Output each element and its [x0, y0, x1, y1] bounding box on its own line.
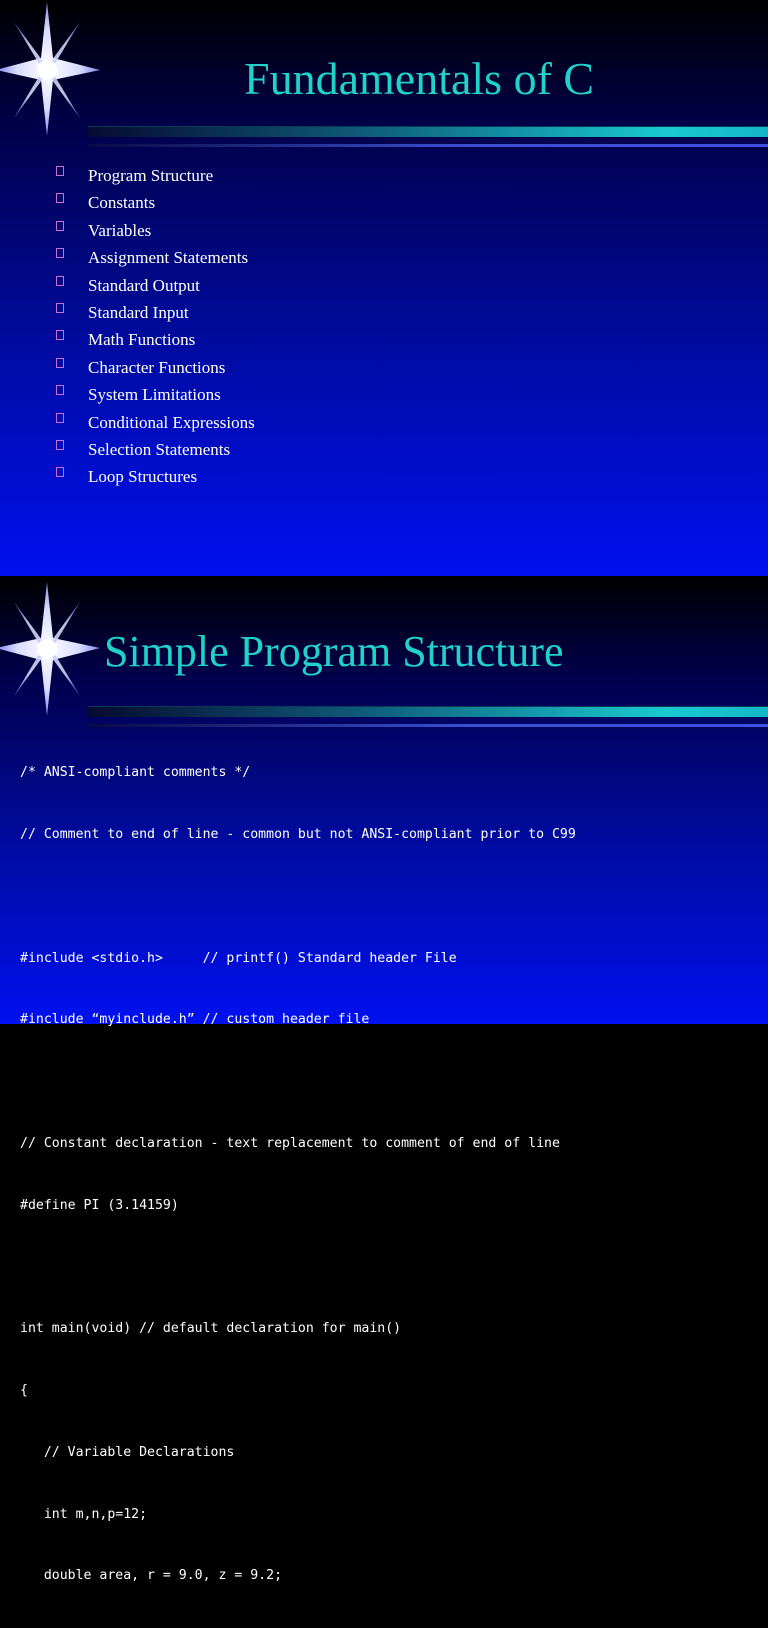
list-item: Assignment Statements — [56, 247, 255, 274]
hollow-square-bullet-icon — [56, 193, 64, 203]
code-block — [20, 722, 576, 1628]
hollow-square-bullet-icon — [56, 413, 64, 423]
code-line: // Constant declaration - text replacement to comment of end of line — [20, 1135, 560, 1151]
code-line: double area, r = 9.0, z = 9.2; — [20, 1568, 283, 1584]
hollow-square-bullet-icon — [56, 330, 64, 340]
list-item: System Limitations — [56, 384, 255, 411]
topic-list — [56, 165, 255, 494]
code-line: // Variable Declarations — [20, 1444, 235, 1460]
list-item: Math Functions — [56, 329, 255, 356]
hollow-square-bullet-icon — [56, 221, 64, 231]
hollow-square-bullet-icon — [56, 358, 64, 368]
hollow-square-bullet-icon — [56, 248, 64, 258]
code-line — [20, 1257, 576, 1278]
code-line: /* ANSI-compliant comments */ — [20, 765, 251, 781]
hollow-square-bullet-icon — [56, 166, 64, 176]
list-item: Standard Input — [56, 302, 255, 329]
code-line: int m,n,p=12; — [20, 1506, 148, 1522]
hollow-square-bullet-icon — [56, 276, 64, 286]
code-line: #include <stdio.h> // printf() Standard header File — [20, 950, 457, 966]
code-line — [20, 887, 576, 908]
hollow-square-bullet-icon — [56, 440, 64, 450]
code-line: #include “myinclude.h” // custom header file — [20, 1012, 370, 1028]
star-burst-icon — [0, 576, 110, 716]
list-item: Constants — [56, 192, 255, 219]
code-line — [20, 1072, 576, 1093]
list-item: Program Structure — [56, 165, 255, 192]
list-item: Conditional Expressions — [56, 412, 255, 439]
slide-title: Fundamentals of C — [244, 53, 595, 104]
title-divider-bar — [88, 126, 768, 137]
code-line: { — [20, 1383, 28, 1398]
hollow-square-bullet-icon — [56, 467, 64, 477]
list-item: Character Functions — [56, 357, 255, 384]
list-item: Variables — [56, 220, 255, 247]
slide-title: Simple Program Structure — [104, 627, 564, 676]
slide-fundamentals-of-c — [0, 0, 768, 576]
slide-simple-program-structure — [0, 576, 768, 1584]
code-line: int main(void) // default declaration for main() — [20, 1321, 402, 1337]
title-divider-line — [88, 144, 768, 147]
code-line: // Comment to end of line - common but not ANSI-compliant prior to C99 — [20, 826, 576, 842]
hollow-square-bullet-icon — [56, 303, 64, 313]
star-burst-icon — [0, 0, 110, 140]
list-item: Loop Structures — [56, 466, 255, 493]
title-divider-bar — [88, 706, 768, 717]
code-line: #define PI (3.14159) — [20, 1197, 179, 1213]
list-item: Selection Statements — [56, 439, 255, 466]
hollow-square-bullet-icon — [56, 385, 64, 395]
list-item: Standard Output — [56, 275, 255, 302]
